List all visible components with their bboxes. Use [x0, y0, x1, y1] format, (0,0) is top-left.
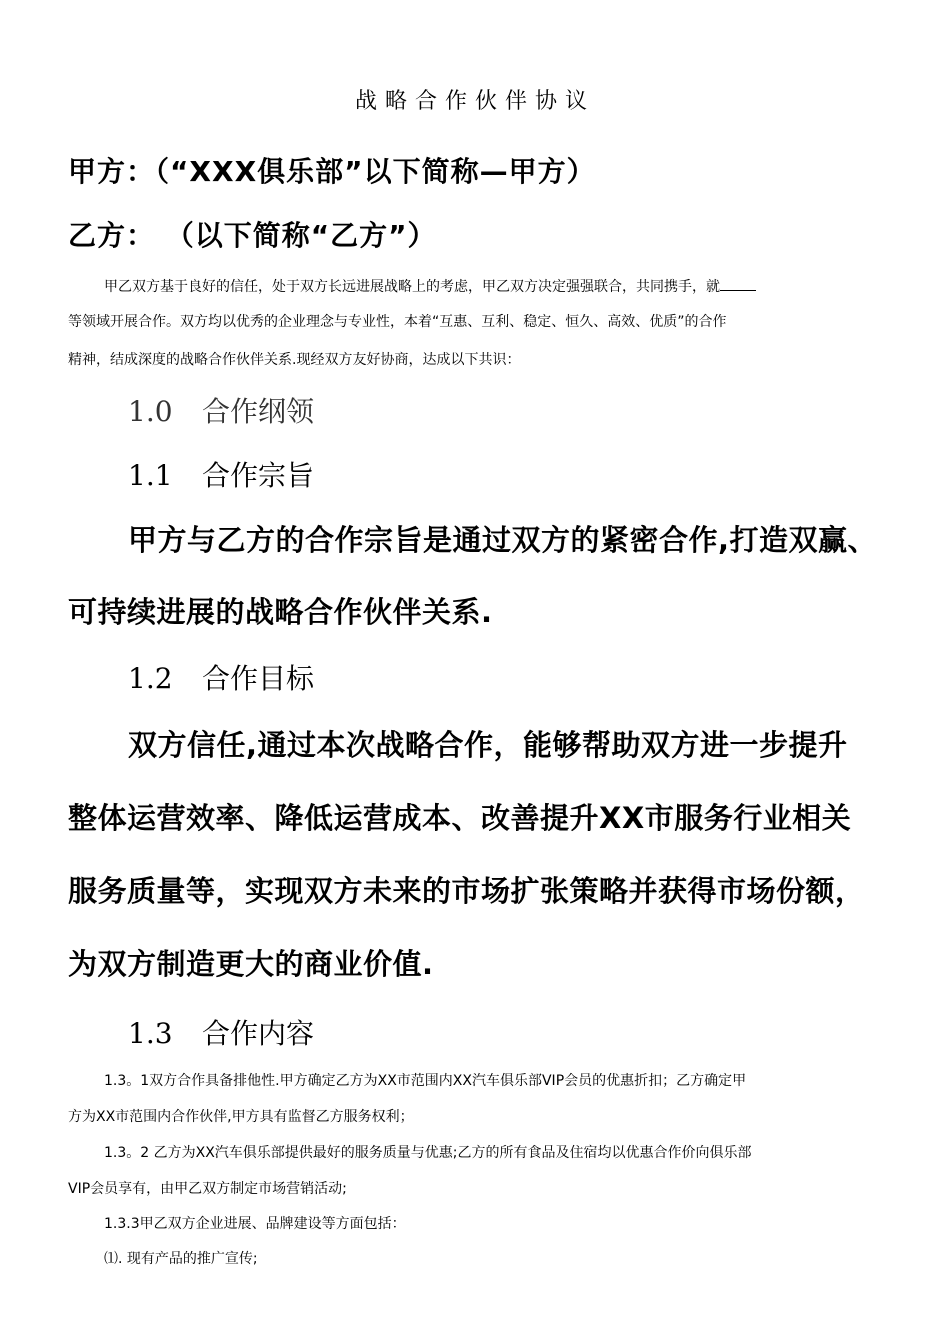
- section-number: 1.2: [128, 662, 173, 695]
- section-label: 合作纲领: [202, 395, 315, 428]
- goal-line-3: 服务质量等，实现双方未来的市场扩张策略并获得市场份额，: [68, 874, 865, 908]
- party-a-line: 甲方：（“XXX俱乐部”以下简称—甲方）: [68, 155, 596, 188]
- section-number: 1.0: [128, 395, 173, 428]
- section-label: 合作宗旨: [202, 459, 315, 492]
- content-item-2-line-2: VIP会员享有，由甲乙双方制定市场营销活动;: [68, 1181, 347, 1197]
- goal-line-4: 为双方制造更大的商业价值.: [68, 947, 434, 981]
- content-item-2-line-1: 1.3。2 乙方为XX汽车俱乐部提供最好的服务质量与优惠;乙方的所有食品及住宿均以优惠合作价向俱乐部: [104, 1145, 752, 1161]
- section-number: 1.3: [128, 1017, 173, 1050]
- goal-line-2: 整体运营效率、降低运营成本、改善提升XX市服务行业相关: [68, 801, 852, 835]
- goal-line-1: 双方信任,通过本次战略合作，能够帮助双方进一步提升: [128, 728, 848, 762]
- section-heading-1-1: [128, 454, 314, 494]
- document-title: 战略合作伙伴协议: [354, 89, 595, 114]
- purpose-line-2: 可持续进展的战略合作伙伴关系.: [68, 595, 493, 629]
- fill-in-blank: [720, 276, 756, 291]
- content-item-3-sub-1: ⑴. 现有产品的推广宣传;: [104, 1251, 258, 1267]
- intro-line-1: [104, 276, 756, 296]
- party-b-line: 乙方： （以下简称“乙方”）: [68, 219, 437, 252]
- intro-line-2: 等领域开展合作。双方均以优秀的企业理念与专业性，本着“互惠、互利、稳定、恒久、高效、优质”的合作: [68, 314, 727, 330]
- purpose-line-1: 甲方与乙方的合作宗旨是通过双方的紧密合作,打造双赢、: [128, 523, 878, 557]
- section-number: 1.1: [128, 459, 173, 492]
- section-heading-1-3: [128, 1012, 314, 1052]
- content-item-3: 1.3.3甲乙双方企业进展、品牌建设等方面包括：: [104, 1216, 406, 1232]
- intro-text-1: 甲乙双方基于良好的信任，处于双方长远进展战略上的考虑，甲乙双方决定强强联合，共同携手，就: [104, 279, 720, 295]
- section-label: 合作内容: [202, 1017, 315, 1050]
- intro-line-3: 精神，结成深度的战略合作伙伴关系.现经双方友好协商，达成以下共识：: [68, 352, 521, 368]
- section-heading-1-2: [128, 657, 314, 697]
- section-heading-1-0: [128, 390, 314, 430]
- section-label: 合作目标: [202, 662, 315, 695]
- content-item-1-line-1: 1.3。1双方合作具备排他性.甲方确定乙方为XX市范围内XX汽车俱乐部VIP会员的优惠折扣；乙方确定甲: [104, 1073, 747, 1089]
- content-item-1-line-2: 方为XX市范围内合作伙伴,甲方具有监督乙方服务权利；: [68, 1109, 414, 1125]
